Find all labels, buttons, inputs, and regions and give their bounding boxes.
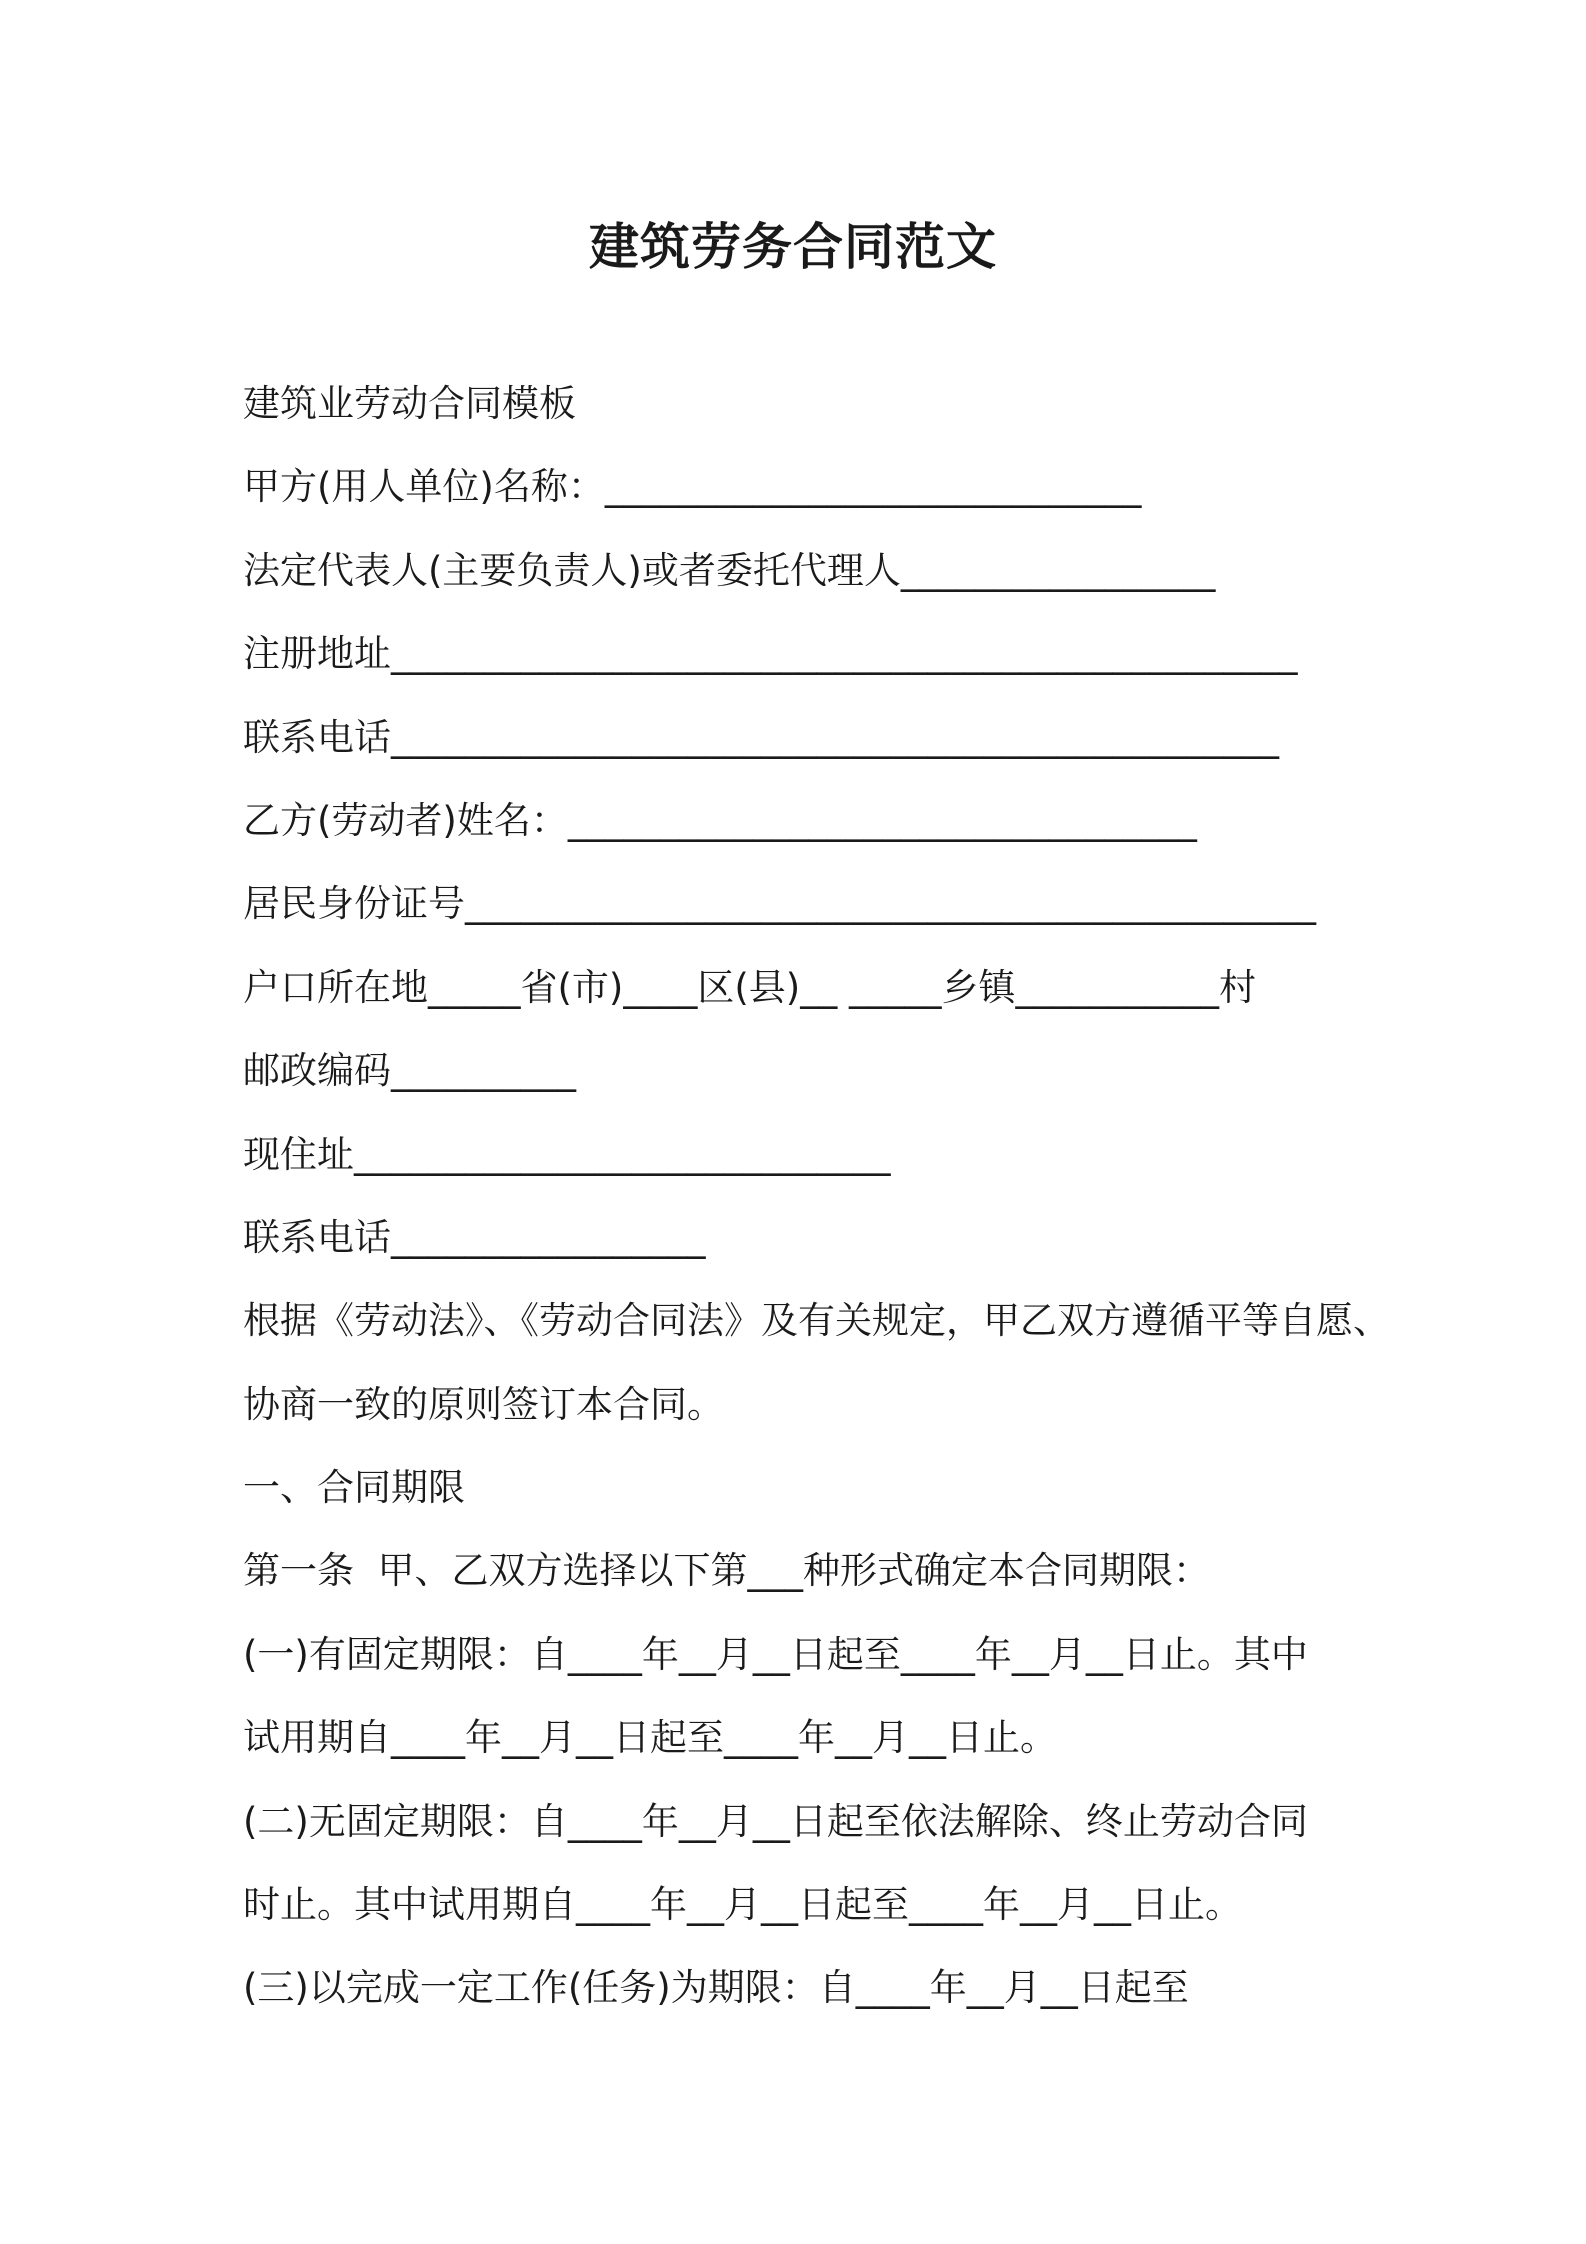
clause-task-term: (三)以完成一定工作(任务)为期限：自____年__月__日起至 xyxy=(243,1966,1189,2010)
field-legal-representative: 法定代表人(主要负责人)或者委托代理人_________________ xyxy=(243,548,1216,592)
paragraph-basis-line-1: 根据《劳动法》、《劳动合同法》及有关规定，甲乙双方遵循平等自愿、 xyxy=(243,1299,1390,1343)
clause-open-term-line-1: (二)无固定期限：自____年__月__日起至依法解除、终止劳动合同 xyxy=(243,1799,1308,1843)
field-party-b-name: 乙方(劳动者)姓名：__________________________________ xyxy=(243,798,1197,842)
field-current-address: 现住址_____________________________ xyxy=(243,1132,891,1176)
clause-open-term-line-2: 时止。其中试用期自____年__月__日起至____年__月__日止。 xyxy=(243,1883,1242,1927)
document-body xyxy=(243,362,1390,2030)
document-title: 建筑劳务合同范文 xyxy=(589,218,997,276)
field-party-a-phone: 联系电话________________________________________________ xyxy=(243,715,1279,759)
section-heading-contract-term: 一、合同期限 xyxy=(243,1466,465,1510)
clause-fixed-term-line-2: 试用期自____年__月__日起至____年__月__日止。 xyxy=(243,1716,1057,1760)
subtitle-contract-template: 建筑业劳动合同模板 xyxy=(243,382,576,425)
field-registered-address: 注册地址_________________________________________________ xyxy=(243,632,1298,676)
article-one: 第一条 甲、乙双方选择以下第___种形式确定本合同期限： xyxy=(243,1549,1211,1593)
paragraph-basis-line-2: 协商一致的原则签订本合同。 xyxy=(243,1382,724,1426)
field-party-a-name: 甲方(用人单位)名称：_____________________________ xyxy=(243,465,1142,509)
field-household-registration: 户口所在地_____省(市)____区(县)__ _____乡镇___________村 xyxy=(243,965,1257,1009)
clause-fixed-term-line-1: (一)有固定期限：自____年__月__日起至____年__月__日止。其中 xyxy=(243,1632,1308,1676)
field-id-number: 居民身份证号______________________________________________ xyxy=(243,882,1316,926)
field-postal-code: 邮政编码__________ xyxy=(243,1049,576,1093)
field-party-b-phone: 联系电话_________________ xyxy=(243,1215,706,1259)
